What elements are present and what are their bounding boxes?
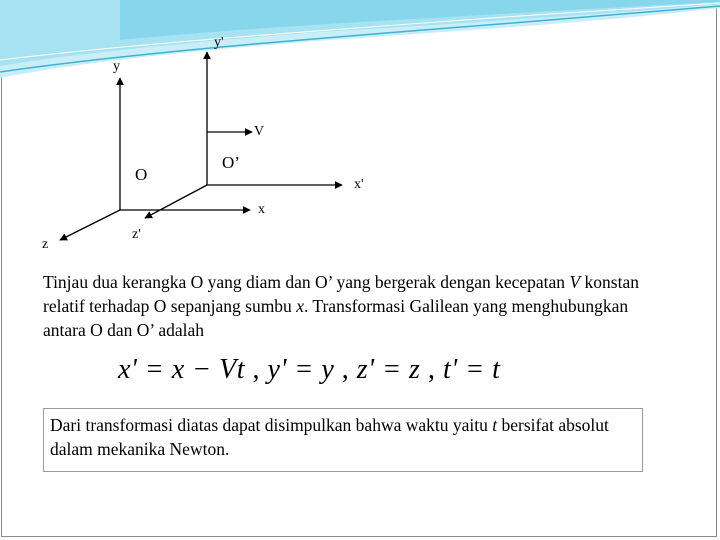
formula-eq-x: x' = x − Vt xyxy=(118,354,246,385)
formula-eq-y: y' = y xyxy=(267,354,335,385)
intro-paragraph xyxy=(43,270,663,342)
label-z: z xyxy=(42,237,49,252)
header-swoosh xyxy=(0,0,720,78)
conclusion-text-1: Dari transformasi diatas dapat disimpulkan bahwa waktu yaitu xyxy=(50,415,493,435)
formula-eq-t: t' = t xyxy=(442,354,501,385)
label-o-prime: O’ xyxy=(222,153,240,172)
intro-x-symbol: x xyxy=(296,296,304,316)
label-v: V xyxy=(254,124,265,139)
formula-eq-z: z' = z xyxy=(356,354,421,385)
intro-text-2: konstan relatif terhadap O sepanjang sumbu xyxy=(43,272,639,316)
intro-text-3: . Transformasi Galilean yang menghubungkan antara O dan O’ adalah xyxy=(43,296,629,340)
label-z-prime: z' xyxy=(132,227,141,242)
label-y-prime: y' xyxy=(214,35,224,50)
formula-sep-3: , xyxy=(420,354,443,385)
label-x-prime: x' xyxy=(354,177,364,192)
label-y: y xyxy=(113,59,120,74)
galilean-formula xyxy=(118,352,500,388)
label-x: x xyxy=(258,202,265,217)
conclusion-t-symbol: t xyxy=(492,415,498,435)
label-o: O xyxy=(135,165,148,184)
formula-sep-2: , xyxy=(334,354,357,385)
axis-z xyxy=(60,210,120,240)
formula-sep-1: , xyxy=(245,354,268,385)
conclusion-text-2: bersifat absolut dalam mekanika Newton. xyxy=(50,415,609,459)
intro-text-1: Tinjau dua kerangka O yang diam dan O’ yang bergerak dengan kecepatan xyxy=(43,272,570,292)
axis-z-prime xyxy=(145,185,207,218)
conclusion-box xyxy=(43,408,643,472)
intro-v-symbol: V xyxy=(569,272,581,292)
